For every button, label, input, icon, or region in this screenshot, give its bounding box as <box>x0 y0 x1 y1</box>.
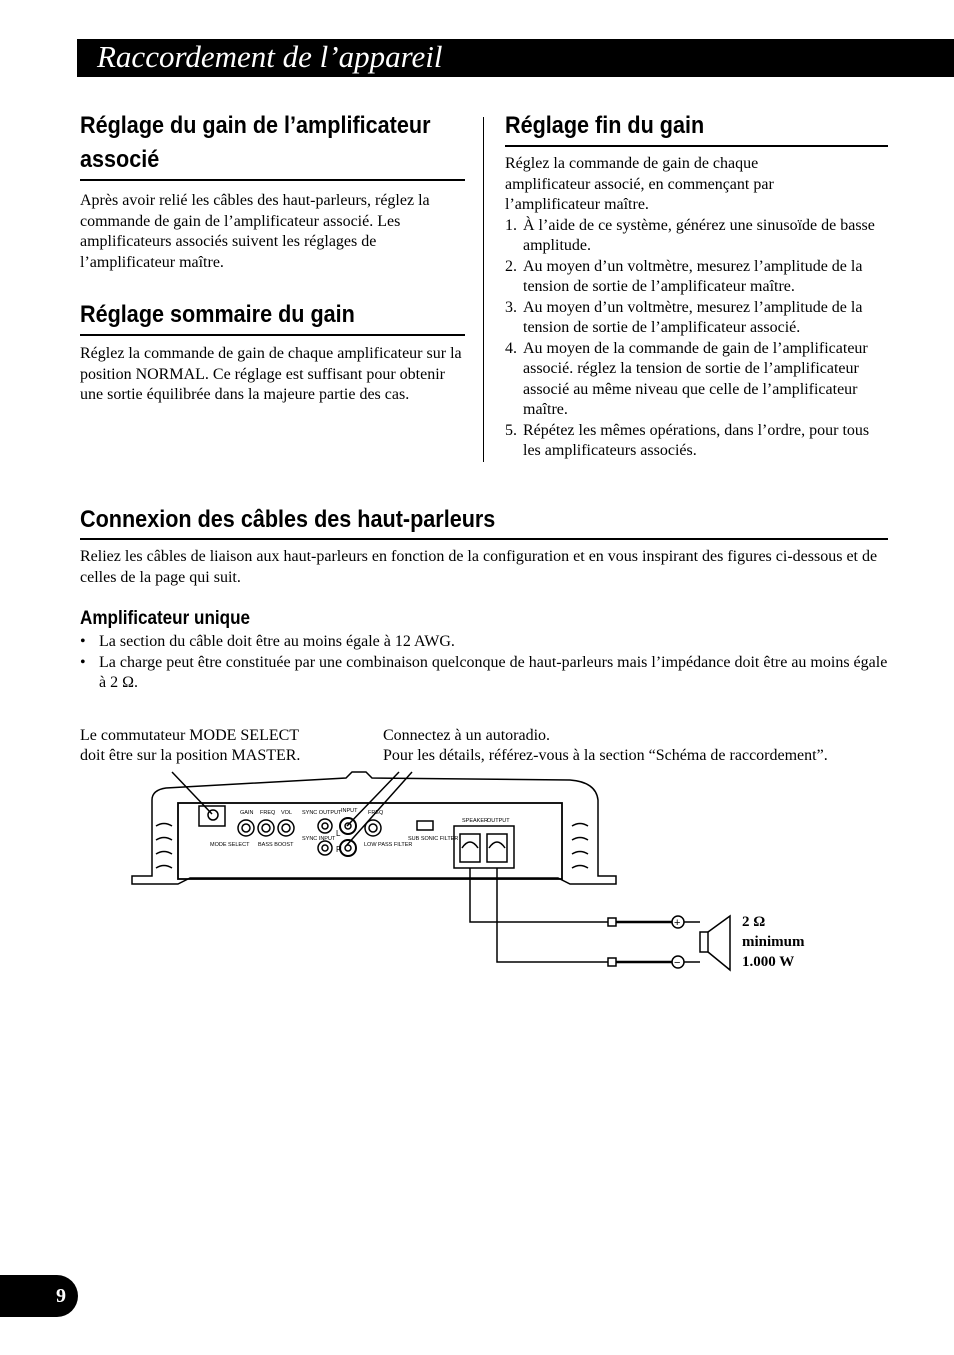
label-gain: GAIN <box>240 810 254 816</box>
section-fin-heading <box>505 109 888 147</box>
input-r-jack-icon <box>340 840 356 856</box>
amplifier-heatsink <box>132 772 616 884</box>
right-column <box>505 109 888 462</box>
list-item: • La section du câble doit être au moins égale à 12 AWG. <box>80 633 455 650</box>
chapter-banner <box>77 39 954 77</box>
speaker-icon <box>700 932 708 952</box>
list-item: 3. Au moyen d’un voltmètre, mesurez l’amplitude de la tension de sortie de l’amplificateur associé. <box>505 298 863 336</box>
label-r: R <box>336 845 342 854</box>
label-sync-input: SYNC INPUT <box>302 836 336 842</box>
label-l: L <box>336 829 341 838</box>
speaker-spec-label: 2 Ω minimum 1.000 W <box>742 914 805 970</box>
list-item: 4. Au moyen de la commande de gain de l’amplificateur associé. réglez la tension de sortie de l’amplificateur associé au même niveau que celle de l’amplificateur maître. <box>505 339 868 418</box>
page-number-tab <box>0 1275 78 1317</box>
label-low-pass-filter: LOW PASS FILTER <box>364 842 413 848</box>
connexion-heading <box>80 503 888 540</box>
heading-line-1: Réglage du gain de l’amplificateur <box>80 112 431 139</box>
gain-knob-icon <box>238 820 254 836</box>
label-freq: FREQ <box>260 810 276 816</box>
section-fin-intro: Réglez la commande de gain de chaque amplificateur associé, en commençant par l’amplificateur maître. <box>505 155 774 213</box>
section-gain-associe-text: Après avoir relié les câbles des haut-parleurs, réglez la commande de gain de l’amplificateur associé. Les amplificateurs associés suivent les réglages de l’amplificateur maître. <box>80 192 430 271</box>
left-column-section2 <box>80 298 465 406</box>
caption-autoradio: Connectez à un autoradio. Pour les détails, référez-vous à la section “Schéma de raccordement”. <box>383 727 828 764</box>
speaker-minus-terminal-icon <box>672 956 684 968</box>
bullet-list <box>80 632 888 694</box>
subheading-amplificateur-unique: Amplificateur unique <box>80 608 251 629</box>
sync-output-jack-icon <box>318 819 332 833</box>
lpf-freq-knob-icon <box>365 820 381 836</box>
list-item: 2. Au moyen d’un voltmètre, mesurez l’amplitude de la tension de sortie de l’amplificateur maître. <box>505 257 863 295</box>
list-item: 1. À l’aide de ce système, générez une sinusoïde de basse amplitude. <box>505 216 875 254</box>
column-divider <box>483 117 484 462</box>
page-number: 9 <box>56 1285 66 1307</box>
label-minus: − <box>674 957 681 969</box>
vol-knob-icon <box>278 820 294 836</box>
steps-list <box>505 216 888 462</box>
label-sync-output: SYNC OUTPUT <box>302 810 342 816</box>
chapter-title: Raccordement de l’appareil <box>97 39 443 74</box>
heading-fin-gain: Réglage fin du gain <box>505 112 705 139</box>
connexion-text: Reliez les câbles de liaison aux haut-parleurs en fonction de la configuration et en vous inspirant des figures ci-dessous et de celles de la page qui suit. <box>80 548 878 586</box>
amplifier-front-panel <box>178 803 562 879</box>
label-freq-2: FREQ <box>368 810 384 816</box>
heading-sommaire: Réglage sommaire du gain <box>80 301 355 328</box>
label-output: OUTPUT <box>487 818 510 824</box>
label-bass-boost: BASS BOOST <box>258 842 294 848</box>
section-sommaire-text: Réglez la commande de gain de chaque amplificateur sur la position NORMAL. Ce réglage est suffisant pour obtenir une sortie équilibrée dans la majeure partie des cas. <box>80 345 462 403</box>
section-gain-associe-heading <box>80 109 465 181</box>
label-vol: VOL <box>281 810 293 816</box>
caption-mode-select: Le commutateur MODE SELECT doit être sur la position MASTER. <box>80 727 301 764</box>
heading-line-2: associé <box>80 146 160 173</box>
list-item: 5. Répétez les mêmes opérations, dans l’ordre, pour tous les amplificateurs associés. <box>505 421 870 459</box>
label-plus: + <box>674 917 681 929</box>
sync-input-jack-icon <box>318 841 332 855</box>
speaker-terminal-block <box>454 826 514 868</box>
heading-connexion: Connexion des câbles des haut-parleurs <box>80 506 496 533</box>
input-l-jack-icon <box>340 818 356 834</box>
connexion-section <box>80 503 888 694</box>
label-sub-sonic-filter: SUB SONIC FILTER <box>408 836 459 842</box>
list-item: • La charge peut être constituée par une combinaison quelconque de haut-parleurs mais l’impédance doit être au moins égale à 2 Ω. <box>80 653 888 691</box>
freq-knob-icon <box>258 820 274 836</box>
label-speaker: SPEAKER <box>462 818 488 824</box>
left-column <box>80 109 465 273</box>
label-input: INPUT <box>341 808 358 814</box>
speaker-plus-terminal-icon <box>672 916 684 928</box>
label-mode-select: MODE SELECT <box>210 842 250 848</box>
section-sommaire-heading <box>80 298 465 336</box>
